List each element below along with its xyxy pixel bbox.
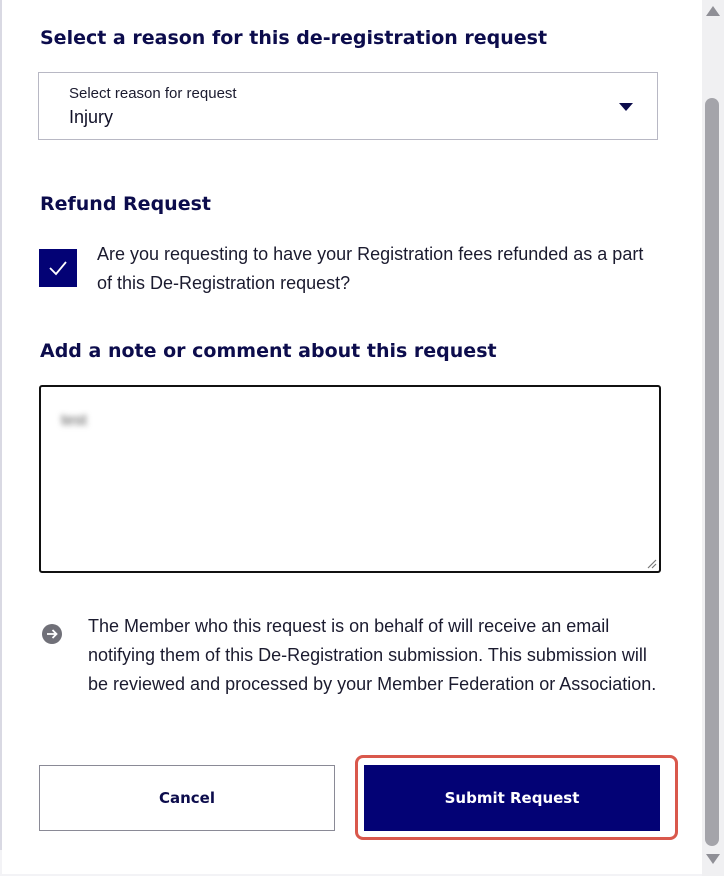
info-message: The Member who this request is on behalf of will receive an email notifying them of this De-Registration submission. This submission will be reviewed and processed by your Member Federation or Association. xyxy=(88,616,657,694)
reason-select-label: Select reason for request xyxy=(69,85,237,102)
arrow-right-icon xyxy=(42,624,62,644)
cancel-button[interactable]: Cancel xyxy=(39,765,335,831)
scrollbar-thumb[interactable] xyxy=(705,98,719,846)
scroll-down-icon[interactable] xyxy=(706,854,720,864)
note-textarea[interactable] xyxy=(39,385,661,573)
note-text-redacted: test xyxy=(61,412,87,429)
caret-down-icon xyxy=(619,103,633,111)
checkmark-icon xyxy=(48,259,68,277)
scroll-up-icon[interactable] xyxy=(706,6,720,16)
refund-heading: Refund Request xyxy=(40,193,211,215)
refund-checkbox-label: Are you requesting to have your Registration fees refunded as a part of this De-Registration request? xyxy=(97,244,644,293)
reason-select[interactable] xyxy=(38,72,658,140)
note-heading: Add a note or comment about this request xyxy=(40,340,497,362)
reason-heading: Select a reason for this de-registration request xyxy=(40,27,548,49)
reason-select-value: Injury xyxy=(69,107,114,127)
scrollbar[interactable] xyxy=(702,0,724,876)
resize-handle-icon[interactable] xyxy=(645,557,657,569)
submit-request-button[interactable]: Submit Request xyxy=(364,765,660,831)
de-registration-modal xyxy=(2,0,702,874)
refund-checkbox[interactable] xyxy=(39,249,77,287)
